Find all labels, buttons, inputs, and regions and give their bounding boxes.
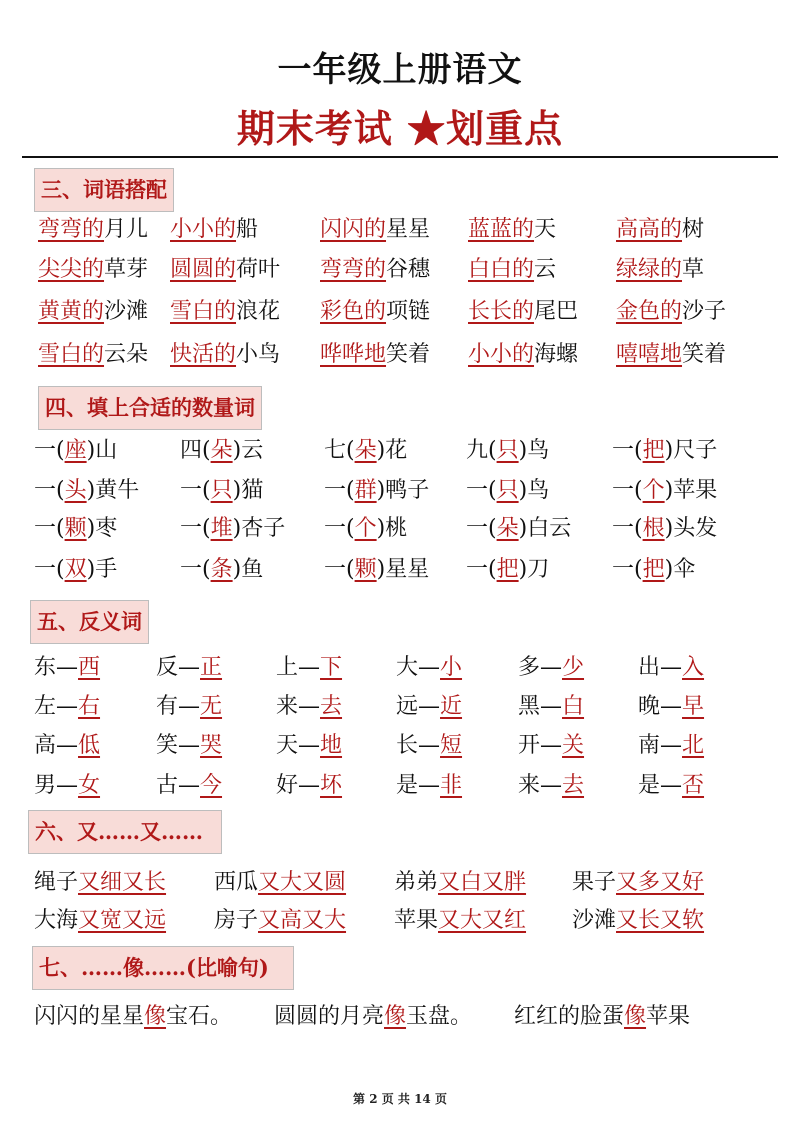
numeral-text: 七( <box>324 438 355 463</box>
you-you-item <box>394 906 526 936</box>
item-text: 月儿 <box>104 217 149 242</box>
noun-text: )鸟 <box>518 478 550 503</box>
section-heading-collocation: 三、词语搭配 <box>34 168 174 212</box>
row <box>0 476 800 508</box>
answer-text: 把 <box>642 438 665 463</box>
answer-text: 地 <box>320 733 343 758</box>
measure-word-item <box>180 436 263 466</box>
answer-text: 今 <box>200 773 223 798</box>
word-text: 古— <box>156 773 201 798</box>
antonym-item <box>276 771 342 801</box>
simile-item <box>274 1002 472 1032</box>
you-you-item <box>214 868 346 898</box>
answer-text: 把 <box>496 557 519 582</box>
collocation-item <box>320 215 430 245</box>
row <box>0 255 800 287</box>
noun-text: )刀 <box>518 557 550 582</box>
word-text: 是— <box>396 773 441 798</box>
answer-text: 短 <box>440 733 463 758</box>
antonym-item <box>638 692 704 722</box>
answer-text: 入 <box>682 655 705 680</box>
numeral-text: 一( <box>466 557 497 582</box>
collocation-item <box>616 255 704 285</box>
word-text: 笑— <box>156 733 201 758</box>
word-text: 高— <box>34 733 79 758</box>
answer-text: 黄黄的 <box>38 299 105 324</box>
you-you-item <box>214 906 346 936</box>
antonym-item <box>156 731 222 761</box>
numeral-text: 一( <box>180 557 211 582</box>
antonym-item <box>518 731 584 761</box>
section-heading-antonyms: 五、反义词 <box>30 600 149 644</box>
answer-text: 把 <box>642 557 665 582</box>
antonym-item <box>518 653 584 683</box>
noun-text: )枣 <box>86 516 118 541</box>
noun-text: )云 <box>232 438 264 463</box>
row <box>0 731 800 763</box>
collocation-item <box>616 215 704 245</box>
row <box>0 1002 800 1034</box>
row <box>0 215 800 247</box>
row <box>0 692 800 724</box>
you-you-item <box>34 906 166 936</box>
answer-text: 像 <box>144 1004 167 1029</box>
word-text: 晚— <box>638 694 683 719</box>
noun-text: )黄牛 <box>86 478 140 503</box>
noun-text: 弟弟 <box>394 870 439 895</box>
answer-text: 双 <box>64 557 87 582</box>
numeral-text: 九( <box>466 438 497 463</box>
item-text: 沙滩 <box>104 299 149 324</box>
measure-word-item <box>34 514 117 544</box>
section-heading-measure-words: 四、填上合适的数量词 <box>38 386 262 430</box>
word-text: 上— <box>276 655 321 680</box>
antonym-item <box>156 771 222 801</box>
answer-text: 白白的 <box>468 257 535 282</box>
antonym-item <box>156 692 222 722</box>
noun-text: )杏子 <box>232 516 286 541</box>
answer-text: 又宽又远 <box>78 908 167 933</box>
answer-text: 像 <box>384 1004 407 1029</box>
measure-word-item <box>466 514 571 544</box>
item-text: 小鸟 <box>236 342 281 367</box>
answer-text: 白 <box>562 694 585 719</box>
answer-text: 右 <box>78 694 101 719</box>
word-text: 长— <box>396 733 441 758</box>
answer-text: 近 <box>440 694 463 719</box>
numeral-text: 一( <box>180 478 211 503</box>
answer-text: 西 <box>78 655 101 680</box>
item-text: 海螺 <box>534 342 579 367</box>
answer-text: 低 <box>78 733 101 758</box>
antonym-item <box>156 653 222 683</box>
collocation-item <box>616 340 726 370</box>
collocation-item <box>468 340 578 370</box>
answer-text: 颗 <box>64 516 87 541</box>
answer-text: 只 <box>496 438 519 463</box>
numeral-text: 一( <box>34 557 65 582</box>
numeral-text: 一( <box>34 516 65 541</box>
answer-text: 小 <box>440 655 463 680</box>
antonym-item <box>638 771 704 801</box>
answer-text: 又多又好 <box>616 870 705 895</box>
answer-text: 蓝蓝的 <box>468 217 535 242</box>
noun-text: 大海 <box>34 908 79 933</box>
noun-text: 西瓜 <box>214 870 259 895</box>
numeral-text: 四( <box>180 438 211 463</box>
answer-text: 像 <box>624 1004 647 1029</box>
collocation-item <box>38 297 148 327</box>
numeral-text: 一( <box>466 516 497 541</box>
answer-text: 非 <box>440 773 463 798</box>
word-text: 来— <box>518 773 563 798</box>
collocation-item <box>468 255 556 285</box>
numeral-text: 一( <box>324 478 355 503</box>
measure-word-item <box>324 476 429 506</box>
word-text: 大— <box>396 655 441 680</box>
header-divider <box>22 156 778 158</box>
word-text: 黑— <box>518 694 563 719</box>
sentence-text: 苹果 <box>646 1004 691 1029</box>
noun-text: 沙滩 <box>572 908 617 933</box>
answer-text: 又大又红 <box>438 908 527 933</box>
antonym-item <box>396 653 462 683</box>
word-text: 东— <box>34 655 79 680</box>
answer-text: 快活的 <box>170 342 237 367</box>
answer-text: 彩色的 <box>320 299 387 324</box>
page-subtitle: 期末考试 ★划重点 <box>236 106 564 151</box>
simile-item <box>514 1002 690 1032</box>
collocation-item <box>320 297 430 327</box>
you-you-item <box>572 868 704 898</box>
row <box>0 906 800 938</box>
answer-text: 去 <box>562 773 585 798</box>
answer-text: 个 <box>354 516 377 541</box>
item-text: 沙子 <box>682 299 727 324</box>
simile-item <box>34 1002 232 1032</box>
item-text: 云 <box>534 257 557 282</box>
word-text: 开— <box>518 733 563 758</box>
word-text: 反— <box>156 655 201 680</box>
sentence-text: 红红的脸蛋 <box>514 1004 625 1029</box>
row <box>0 555 800 587</box>
answer-text: 哭 <box>200 733 223 758</box>
numeral-text: 一( <box>324 557 355 582</box>
numeral-text: 一( <box>612 516 643 541</box>
answer-text: 下 <box>320 655 343 680</box>
answer-text: 否 <box>682 773 705 798</box>
row <box>0 514 800 546</box>
measure-word-item <box>466 476 549 506</box>
antonym-item <box>34 771 100 801</box>
collocation-item <box>468 297 578 327</box>
noun-text: 苹果 <box>394 908 439 933</box>
item-text: 浪花 <box>236 299 281 324</box>
answer-text: 女 <box>78 773 101 798</box>
sentence-text: 宝石。 <box>166 1004 233 1029</box>
answer-text: 又大又圆 <box>258 870 347 895</box>
measure-word-item <box>466 555 549 585</box>
collocation-item <box>38 215 148 245</box>
item-text: 树 <box>682 217 705 242</box>
noun-text: )手 <box>86 557 118 582</box>
row <box>0 340 800 372</box>
answer-text: 弯弯的 <box>38 217 105 242</box>
item-text: 草 <box>682 257 705 282</box>
noun-text: )白云 <box>518 516 572 541</box>
noun-text: )猫 <box>232 478 264 503</box>
answer-text: 朵 <box>210 438 233 463</box>
word-text: 出— <box>638 655 683 680</box>
answer-text: 高高的 <box>616 217 683 242</box>
answer-text: 雪白的 <box>170 299 237 324</box>
answer-text: 关 <box>562 733 585 758</box>
answer-text: 头 <box>64 478 87 503</box>
noun-text: )鸭子 <box>376 478 430 503</box>
numeral-text: 一( <box>612 557 643 582</box>
numeral-text: 一( <box>466 478 497 503</box>
item-text: 荷叶 <box>236 257 281 282</box>
row <box>0 297 800 329</box>
answer-text: 堆 <box>210 516 233 541</box>
collocation-item <box>38 255 148 285</box>
answer-text: 根 <box>642 516 665 541</box>
noun-text: )尺子 <box>664 438 718 463</box>
answer-text: 闪闪的 <box>320 217 387 242</box>
word-text: 多— <box>518 655 563 680</box>
antonym-item <box>34 653 100 683</box>
item-text: 笑着 <box>682 342 727 367</box>
you-you-item <box>572 906 704 936</box>
measure-word-item <box>612 476 717 506</box>
antonym-item <box>34 692 100 722</box>
answer-text: 金色的 <box>616 299 683 324</box>
answer-text: 圆圆的 <box>170 257 237 282</box>
answer-text: 去 <box>320 694 343 719</box>
answer-text: 又白又胖 <box>438 870 527 895</box>
item-text: 星星 <box>386 217 431 242</box>
row <box>0 436 800 468</box>
noun-text: )山 <box>86 438 118 463</box>
item-text: 船 <box>236 217 259 242</box>
word-text: 南— <box>638 733 683 758</box>
measure-word-item <box>34 555 117 585</box>
answer-text: 小小的 <box>468 342 535 367</box>
noun-text: 房子 <box>214 908 259 933</box>
antonym-item <box>276 692 342 722</box>
answer-text: 颗 <box>354 557 377 582</box>
answer-text: 雪白的 <box>38 342 105 367</box>
answer-text: 嘻嘻地 <box>616 342 683 367</box>
row <box>0 653 800 685</box>
answer-text: 条 <box>210 557 233 582</box>
antonym-item <box>396 771 462 801</box>
measure-word-item <box>612 514 717 544</box>
collocation-item <box>616 297 726 327</box>
answer-text: 又长又软 <box>616 908 705 933</box>
measure-word-item <box>180 514 285 544</box>
numeral-text: 一( <box>612 478 643 503</box>
numeral-text: 一( <box>34 478 65 503</box>
sentence-text: 闪闪的星星 <box>34 1004 145 1029</box>
measure-word-item <box>34 436 117 466</box>
word-text: 天— <box>276 733 321 758</box>
antonym-item <box>638 731 704 761</box>
answer-text: 长长的 <box>468 299 535 324</box>
word-text: 是— <box>638 773 683 798</box>
item-text: 尾巴 <box>534 299 579 324</box>
row <box>0 868 800 900</box>
answer-text: 哗哗地 <box>320 342 387 367</box>
noun-text: 绳子 <box>34 870 79 895</box>
item-text: 云朵 <box>104 342 149 367</box>
measure-word-item <box>34 476 139 506</box>
answer-text: 绿绿的 <box>616 257 683 282</box>
antonym-item <box>34 731 100 761</box>
measure-word-item <box>324 514 407 544</box>
answer-text: 北 <box>682 733 705 758</box>
answer-text: 又细又长 <box>78 870 167 895</box>
numeral-text: 一( <box>180 516 211 541</box>
word-text: 有— <box>156 694 201 719</box>
noun-text: )花 <box>376 438 408 463</box>
antonym-item <box>276 653 342 683</box>
row <box>0 771 800 803</box>
answer-text: 早 <box>682 694 705 719</box>
answer-text: 朵 <box>496 516 519 541</box>
answer-text: 无 <box>200 694 223 719</box>
you-you-item <box>394 868 526 898</box>
answer-text: 个 <box>642 478 665 503</box>
answer-text: 坏 <box>320 773 343 798</box>
noun-text: )星星 <box>376 557 430 582</box>
antonym-item <box>276 731 342 761</box>
numeral-text: 一( <box>34 438 65 463</box>
answer-text: 座 <box>64 438 87 463</box>
measure-word-item <box>324 436 407 466</box>
collocation-item <box>170 297 280 327</box>
measure-word-item <box>180 476 263 506</box>
antonym-item <box>396 731 462 761</box>
noun-text: 果子 <box>572 870 617 895</box>
antonym-item <box>396 692 462 722</box>
answer-text: 正 <box>200 655 223 680</box>
answer-text: 少 <box>562 655 585 680</box>
collocation-item <box>38 340 148 370</box>
answer-text: 群 <box>354 478 377 503</box>
word-text: 左— <box>34 694 79 719</box>
sentence-text: 玉盘。 <box>406 1004 473 1029</box>
measure-word-item <box>466 436 549 466</box>
collocation-item <box>170 340 280 370</box>
answer-text: 朵 <box>354 438 377 463</box>
noun-text: )头发 <box>664 516 718 541</box>
item-text: 谷穗 <box>386 257 431 282</box>
word-text: 远— <box>396 694 441 719</box>
collocation-item <box>320 340 430 370</box>
item-text: 草芽 <box>104 257 149 282</box>
word-text: 来— <box>276 694 321 719</box>
collocation-item <box>170 255 280 285</box>
collocation-item <box>468 215 556 245</box>
antonym-item <box>518 771 584 801</box>
antonym-item <box>638 653 704 683</box>
word-text: 男— <box>34 773 79 798</box>
noun-text: )桃 <box>376 516 408 541</box>
word-text: 好— <box>276 773 321 798</box>
answer-text: 又高又大 <box>258 908 347 933</box>
item-text: 天 <box>534 217 557 242</box>
antonym-item <box>518 692 584 722</box>
collocation-item <box>320 255 430 285</box>
answer-text: 只 <box>210 478 233 503</box>
collocation-item <box>170 215 258 245</box>
noun-text: )鸟 <box>518 438 550 463</box>
answer-text: 弯弯的 <box>320 257 387 282</box>
measure-word-item <box>612 436 717 466</box>
answer-text: 小小的 <box>170 217 237 242</box>
measure-word-item <box>324 555 429 585</box>
numeral-text: 一( <box>324 516 355 541</box>
section-heading-you-you: 六、又……又…… <box>28 810 222 854</box>
item-text: 项链 <box>386 299 431 324</box>
answer-text: 尖尖的 <box>38 257 105 282</box>
measure-word-item <box>180 555 263 585</box>
answer-text: 只 <box>496 478 519 503</box>
measure-word-item <box>612 555 695 585</box>
noun-text: )鱼 <box>232 557 264 582</box>
page-number: 第 2 页 共 14 页 <box>353 1092 447 1106</box>
noun-text: )苹果 <box>664 478 718 503</box>
numeral-text: 一( <box>612 438 643 463</box>
item-text: 笑着 <box>386 342 431 367</box>
page-title: 一年级上册语文 <box>277 50 523 90</box>
sentence-text: 圆圆的月亮 <box>274 1004 385 1029</box>
you-you-item <box>34 868 166 898</box>
section-heading-simile: 七、……像……(比喻句) <box>32 946 294 990</box>
noun-text: )伞 <box>664 557 696 582</box>
